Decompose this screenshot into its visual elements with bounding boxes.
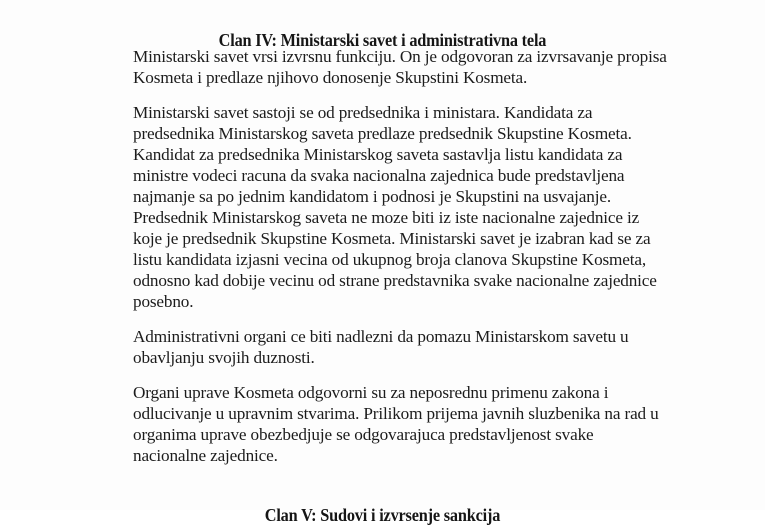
text-line: odnosno kad dobije vecinu od strane predstavnika svake nacionalne zajednice [133,271,657,290]
text-line: Predsednik Ministarskog saveta ne moze biti iz iste nacionalne zajednice iz [133,208,640,227]
text-line: posebno. [133,292,194,311]
paragraph-1 [133,46,733,88]
text-line: Organi uprave Kosmeta odgovorni su za neposrednu primenu zakona i [133,383,609,402]
paragraph-3 [133,326,733,368]
text-line: Ministarski savet sastoji se od predsednika i ministara. Kandidata za [133,103,593,122]
article-heading-clan-iv: Clan IV: Ministarski savet i administrativna tela [218,29,547,50]
text-line: nacionalne zajednice. [133,446,278,465]
text-line: obavljanju svojih duznosti. [133,348,315,367]
text-line: organima uprave obezbedjuje se odgovarajuca predstavljenost svake [133,425,594,444]
article-heading-clan-v: Clan V: Sudovi i izvrsenje sankcija [264,504,501,525]
text-line: Administrativni organi ce biti nadlezni da pomazu Ministarskom savetu u [133,327,629,346]
article-body-clan-iv [133,46,733,480]
text-line: listu kandidata izjasni vecina od ukupnog broja clanova Skupstine Kosmeta, [133,250,647,269]
paragraph-4 [133,382,733,466]
text-line: odlucivanje u upravnim stvarima. Prilikom prijema javnih sluzbenika na rad u [133,404,659,423]
text-line: predsednika Ministarskog saveta predlaze predsednik Skupstine Kosmeta. [133,124,632,143]
text-line: Ministarski savet vrsi izvrsnu funkciju. On je odgovoran za izvrsavanje propisa [133,47,667,66]
paragraph-2 [133,102,733,312]
text-line: koje je predsednik Skupstine Kosmeta. Ministarski savet je izabran kad se za [133,229,651,248]
text-line: Kosmeta i predlaze njihovo donosenje Skupstini Kosmeta. [133,68,528,87]
text-line: Kandidat za predsednika Ministarskog saveta sastavlja listu kandidata za [133,145,623,164]
text-line: najmanje sa po jednim kandidatom i podnosi je Skupstini na usvajanje. [133,187,611,206]
text-line: ministre vodeci racuna da svaka nacionalna zajednica bude predstavljena [133,166,625,185]
